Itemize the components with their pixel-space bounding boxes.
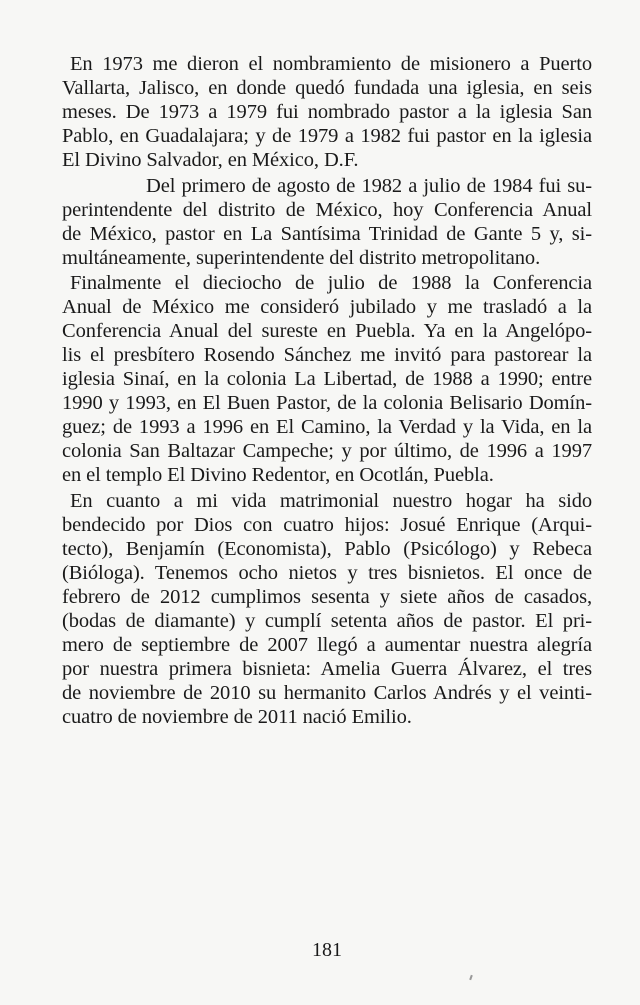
- text-line: meses. De 1973 a 1979 fui nombrado pastor a la iglesia San: [62, 101, 592, 123]
- text-line: bendecido por Dios con cuatro hijos: Josué Enrique (Arqui-: [62, 514, 592, 536]
- text-line: Del primero de agosto de 1982 a julio de 1984 fui su-: [146, 175, 592, 197]
- text-line: de México, pastor en La Santísima Trinidad de Gante 5 y, si-: [62, 223, 592, 245]
- page-number: 181: [312, 939, 342, 961]
- text-line: perintendente del distrito de México, hoy Conferencia Anual: [62, 199, 592, 221]
- text-line: lis el presbítero Rosendo Sánchez me invitó para pastorear la: [62, 344, 592, 366]
- text-line: colonia San Baltazar Campeche; y por último, de 1996 a 1997: [62, 440, 592, 462]
- text-line: de noviembre de 2010 su hermanito Carlos Andrés y el veinti-: [62, 682, 592, 704]
- book-page: [62, 0, 592, 1005]
- text-line: Pablo, en Guadalajara; y de 1979 a 1982 fui pastor en la iglesia: [62, 125, 592, 147]
- text-line: cuatro de noviembre de 2011 nació Emilio.: [62, 706, 412, 728]
- text-line: El Divino Salvador, en México, D.F.: [62, 149, 359, 171]
- text-line: En cuanto a mi vida matrimonial nuestro hogar ha sido: [70, 490, 592, 512]
- text-line: Anual de México me consideró jubilado y me trasladó a la: [62, 296, 592, 318]
- text-line: en el templo El Divino Redentor, en Ocotlán, Puebla.: [62, 464, 494, 486]
- text-line: mero de septiembre de 2007 llegó a aumentar nuestra alegría: [62, 634, 592, 656]
- text-line: febrero de 2012 cumplimos sesenta y siete años de casados,: [62, 586, 592, 608]
- text-line: 1990 y 1993, en El Buen Pastor, de la colonia Belisario Domín-: [62, 392, 592, 414]
- text-line: por nuestra primera bisnieta: Amelia Guerra Álvarez, el tres: [62, 658, 592, 680]
- text-line: multáneamente, superintendente del distrito metropolitano.: [62, 247, 541, 269]
- text-line: Finalmente el dieciocho de julio de 1988 la Conferencia: [70, 272, 592, 294]
- text-line: iglesia Sinaí, en la colonia La Libertad, de 1988 a 1990; entre: [62, 368, 592, 390]
- text-line: (Bióloga). Tenemos ocho nietos y tres bisnietos. El once de: [62, 562, 592, 584]
- text-line: Conferencia Anual del sureste en Puebla. Ya en la Angelópo-: [62, 320, 592, 342]
- text-line: Vallarta, Jalisco, en donde quedó fundada una iglesia, en seis: [62, 77, 592, 99]
- text-line: tecto), Benjamín (Economista), Pablo (Psicólogo) y Rebeca: [62, 538, 592, 560]
- text-line: En 1973 me dieron el nombramiento de misionero a Puerto: [70, 53, 592, 75]
- text-line: guez; de 1993 a 1996 en El Camino, la Verdad y la Vida, en la: [62, 416, 592, 438]
- text-line: (bodas de diamante) y cumplí setenta años de pastor. El pri-: [62, 610, 592, 632]
